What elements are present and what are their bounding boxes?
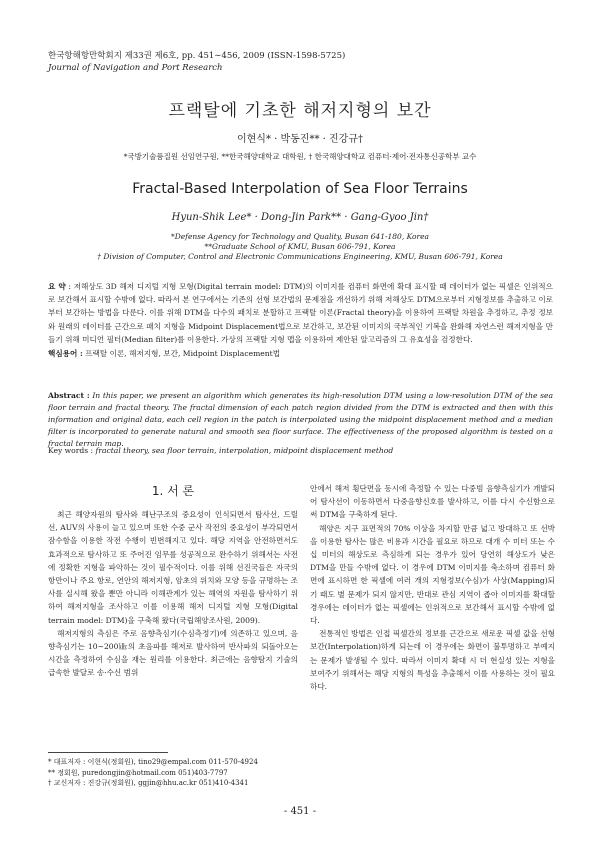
journal-name-en: Journal of Navigation and Port Research xyxy=(48,63,223,73)
abstract-kr xyxy=(48,280,553,346)
footnote: † 교신저자 : 진강규(정회원), ggjin@hhu.ac.kr 051)410-4341 xyxy=(48,779,249,787)
keywords-en xyxy=(48,446,553,455)
body-paragraph: 최근 해양자원의 탐사와 해난구조의 중요성이 인식되면서 탐사선, 드릴선, AUV의 사용이 늘고 있으며 또한 수중 군사 작전의 중요성이 부각되면서 잠수함을 이용한 작전 수행이 빈번해지고 있다. 해당 지역을 안전하면서도 효과적으로 탐사하고 또 주어진 임무를 성공적으로 완수하기 위해서는 사전에 정확한 지형을 파악하는 것이 필수적이다. 이를 위해 선진국들은 자국의 항만이나 주요 항로, 연안의 해저지형, 암초의 위치와 모양 등을 규명하는 조사를 실시해 왔을 뿐만 아니라 이해관계가 있는 해역의 자원을 탐사하기 위하여 해저지형을 조사하고 이를 이용해 해저 디지털 지형 모형(Digital terrain model: DTM)을 구축해 왔다(국립해양조사원, 2009). xyxy=(48,510,298,625)
page-number: - 451 - xyxy=(283,806,317,817)
footnotes xyxy=(48,757,308,789)
keywords-en-label: Key words : xyxy=(48,446,94,455)
keywords-kr-text: 프랙탈 이론, 해저지형, 보간, Midpoint Displacement법 xyxy=(85,349,281,358)
footnote: * 대표저자 : 이현식(정회원), tino29@empal.com 011-570-4924 xyxy=(48,758,258,766)
authors-en: Hyun-Shik Lee* · Dong-Jin Park** · Gang-Gyoo Jin† xyxy=(171,212,429,223)
abstract-kr-text: : 저해상도 3D 해저 디지털 지형 모형(Digital terrain model: DTM)의 이미지를 컴퓨터 화면에 확대 표시할 때 데이터가 없는 픽셀은 인위적으로 보간해서 표시할 수밖에 없다. 따라서 본 연구에서는 기존의 선형 보간법의 문제점을 개선하기 위해 저해상도 DTM으로부터 지형정보를 추출하고 이로부터 보간하는 방법을 다룬다. 이를 위해 DTM을 다수의 패치로 분할하고 프랙탈 이론(Fractal theory)을 이용하여 프랙탈 차원을 추정하고, 추정 정보와 원래의 데이터를 근간으로 패치 지형을 Midpoint Displacement법으로 보간하고, 보간된 이미지의 국부적인 기복을 완화해 자연스런 해저지형을 만들기 위해 미디언 필터(Median filter)를 이용한다. 가상의 프랙탈 지형 맵을 이용하여 제안된 알고리즘의 그 유효성을 검정한다. xyxy=(48,282,553,344)
abstract-en-text: In this paper, we present an algorithm which generates its high-resolution DTM using a low-resolution DTM of the sea floor terrain and fractal theory. The fractal dimension of each patch region divided from the DTM is extracted and then with this information and original data, each cell region in the patch is interpolated using the midpoint displacement method and a median filter is incorporated to generate natural and smooth sea floor surface. The effectiveness of the proposed algorithm is tested on a fractal terrain map. xyxy=(48,391,553,448)
footnote: ** 정회원, puredongjin@hotmail.com 051)403-7797 xyxy=(48,768,228,777)
affiliation-line: *Defense Agency for Technology and Quality, Busan 641-180, Korea xyxy=(170,232,430,241)
section-heading-intro: 1. 서 론 xyxy=(151,484,195,498)
keywords-kr-label: 핵심용어 : xyxy=(48,349,83,358)
abstract-en-label: Abstract : xyxy=(48,391,90,400)
body-paragraph: 전통적인 방법은 인접 픽셀간의 정보를 근간으로 새로운 픽셀 값을 선형 보간(Interpolation)하게 되는데 이 경우에는 화면이 불투명하고 부예지는 문제가 발생될 수 있다. 따라서 이미지 확대 시 더 현실성 있는 지형을 보여주기 위해서는 해당 지형의 특성을 추출해서 이를 사용하는 것이 필요하다. xyxy=(310,629,555,692)
affiliation-line: **Graduate School of KMU, Busan 606-791, Korea xyxy=(204,242,396,251)
body-left-column xyxy=(48,508,298,680)
journal-citation: 한국항해항만학회지 제33권 제6호, pp. 451∼456, 2009 (ISSN-1598-5725) xyxy=(48,51,346,61)
footnote-divider xyxy=(48,752,168,753)
abstract-kr-label: 요 약 xyxy=(48,282,66,291)
body-right-column xyxy=(310,482,555,693)
paper-title-kr: 프랙탈에 기초한 해저지형의 보간 xyxy=(168,101,432,121)
body-paragraph: 해양은 지구 표면적의 70% 이상을 차지할 만큼 넓고 방대하고 또 선박을 이용한 탐사는 많은 비용과 시간을 필요로 하므로 대개 수 미터 또는 수 십 미터의 해상도로 측심하게 되는 경우가 있어 당연히 해상도가 낮은 DTM을 만들 수밖에 없다. 이 경우에 DTM 이미지를 축소하며 컴퓨터 화면에 표시하면 한 픽셀에 여러 개의 지형정보(수심)가 사상(Mapping)되기 때도 별 문제가 되지 않지만, 반대로 관심 지역이 좁아 이미지를 확대할 경우에는 데이터가 없는 픽셀에는 인위적으로 보간해서 표시할 수밖에 없다. xyxy=(310,523,555,626)
authors-kr: 이현식* · 박동진** · 진강규† xyxy=(236,134,363,145)
body-paragraph: 안에서 해저 횡단면을 동시에 측정할 수 있는 다중빔 음향측심기가 개발되어 탐사선이 이동하면서 다중음향신호를 발사하고, 이를 다시 수신함으로써 DTM을 구축하게 된다. xyxy=(310,484,555,520)
abstract-en xyxy=(48,390,553,450)
paper-title-en: Fractal-Based Interpolation of Sea Floor Terrains xyxy=(132,181,468,197)
affiliations-kr: *국방기술품질원 선임연구원, **한국해양대학교 대학원, † 한국해양대학교 컴퓨터·제어·전자통신공학부 교수 xyxy=(123,152,477,161)
keywords-en-text: fractal theory, sea floor terrain, interpolation, midpoint displacement method xyxy=(95,446,394,455)
affiliation-line: † Division of Computer, Control and Electronic Communications Engineering, KMU, Busan 606-791, Korea xyxy=(97,252,503,261)
journal-header xyxy=(48,50,345,74)
keywords-kr xyxy=(48,348,553,359)
affiliations-en xyxy=(0,232,600,262)
body-paragraph: 해저지형의 측심은 주로 음향측심기(수심측정기)에 의존하고 있으며, 음향측심기는 10∼200㎑의 초음파를 해저로 발사하여 반사파의 되돌아오는 시간을 측정하여 수심을 재는 원리를 이용한다. 최근에는 음향탐지 기술의 급속한 발달로 송·수신 범위 xyxy=(48,628,298,678)
